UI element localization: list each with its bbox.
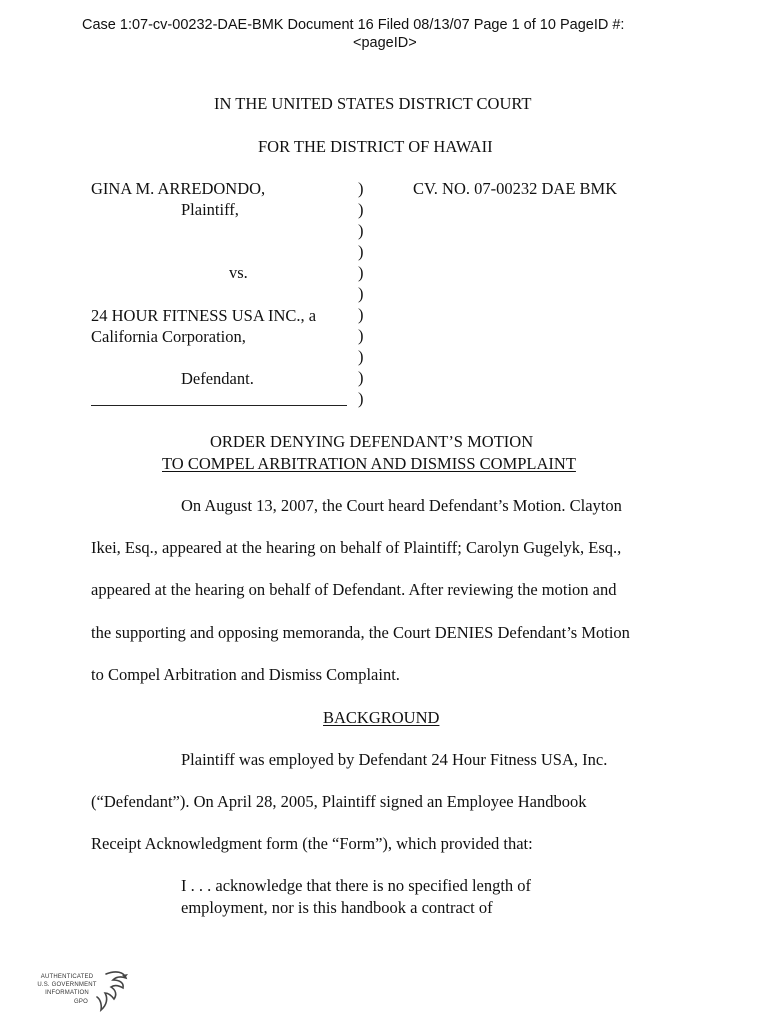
caption-paren: ) (358, 263, 364, 282)
district-title: FOR THE DISTRICT OF HAWAII (258, 137, 493, 156)
block-quote-line: employment, nor is this handbook a contract of (181, 898, 493, 917)
caption-paren: ) (358, 347, 364, 366)
defendant-role: Defendant. (181, 369, 254, 388)
eagle-icon (28, 968, 136, 1018)
plaintiff-name: GINA M. ARREDONDO, (91, 179, 266, 198)
paragraph-line: to Compel Arbitration and Dismiss Complaint. (91, 665, 400, 684)
paragraph-line: Receipt Acknowledgment form (the “Form”), which provided that: (91, 834, 533, 853)
defendant-name: 24 HOUR FITNESS USA INC., a (91, 306, 317, 325)
paragraph-line: appeared at the hearing on behalf of Defendant. After reviewing the motion and (91, 580, 617, 599)
caption-paren: ) (358, 368, 364, 387)
defendant-name-line2: California Corporation, (91, 327, 246, 346)
case-header: Case 1:07-cv-00232-DAE-BMK Document 16 Filed 08/13/07 Page 1 of 10 PageID #: (82, 17, 625, 33)
caption-paren: ) (358, 326, 364, 345)
caption-paren: ) (358, 305, 364, 324)
case-number: CV. NO. 07-00232 DAE BMK (413, 179, 618, 198)
court-title: IN THE UNITED STATES DISTRICT COURT (214, 94, 532, 113)
gpo-seal (28, 968, 136, 1018)
seal-text-line: GPO (74, 999, 88, 1005)
versus: vs. (229, 263, 248, 282)
seal-text-line: U.S. GOVERNMENT (37, 982, 97, 988)
block-quote-line: I . . . acknowledge that there is no specified length of (181, 876, 532, 895)
caption-paren: ) (358, 389, 364, 408)
plaintiff-role: Plaintiff, (181, 200, 239, 219)
background-heading: BACKGROUND (323, 708, 440, 727)
paragraph-line: Plaintiff was employed by Defendant 24 Hour Fitness USA, Inc. (181, 750, 608, 769)
page-id: <pageID> (353, 35, 417, 51)
seal-text-line: AUTHENTICATED (40, 974, 94, 980)
order-title-line2: TO COMPEL ARBITRATION AND DISMISS COMPLAINT (162, 454, 576, 473)
caption-paren: ) (358, 221, 364, 240)
caption-paren: ) (358, 179, 364, 198)
paragraph-line: On August 13, 2007, the Court heard Defendant’s Motion. Clayton (181, 496, 622, 515)
seal-text-line: INFORMATION (45, 990, 89, 996)
caption-rule (91, 405, 347, 406)
paragraph-line: the supporting and opposing memoranda, the Court DENIES Defendant’s Motion (91, 623, 630, 642)
caption-paren: ) (358, 284, 364, 303)
caption-paren: ) (358, 200, 364, 219)
paragraph-line: Ikei, Esq., appeared at the hearing on behalf of Plaintiff; Carolyn Gugelyk, Esq., (91, 538, 622, 557)
paragraph-line: (“Defendant”). On April 28, 2005, Plaintiff signed an Employee Handbook (91, 792, 587, 811)
order-title-line1: ORDER DENYING DEFENDANT’S MOTION (210, 432, 534, 451)
caption-paren: ) (358, 242, 364, 261)
